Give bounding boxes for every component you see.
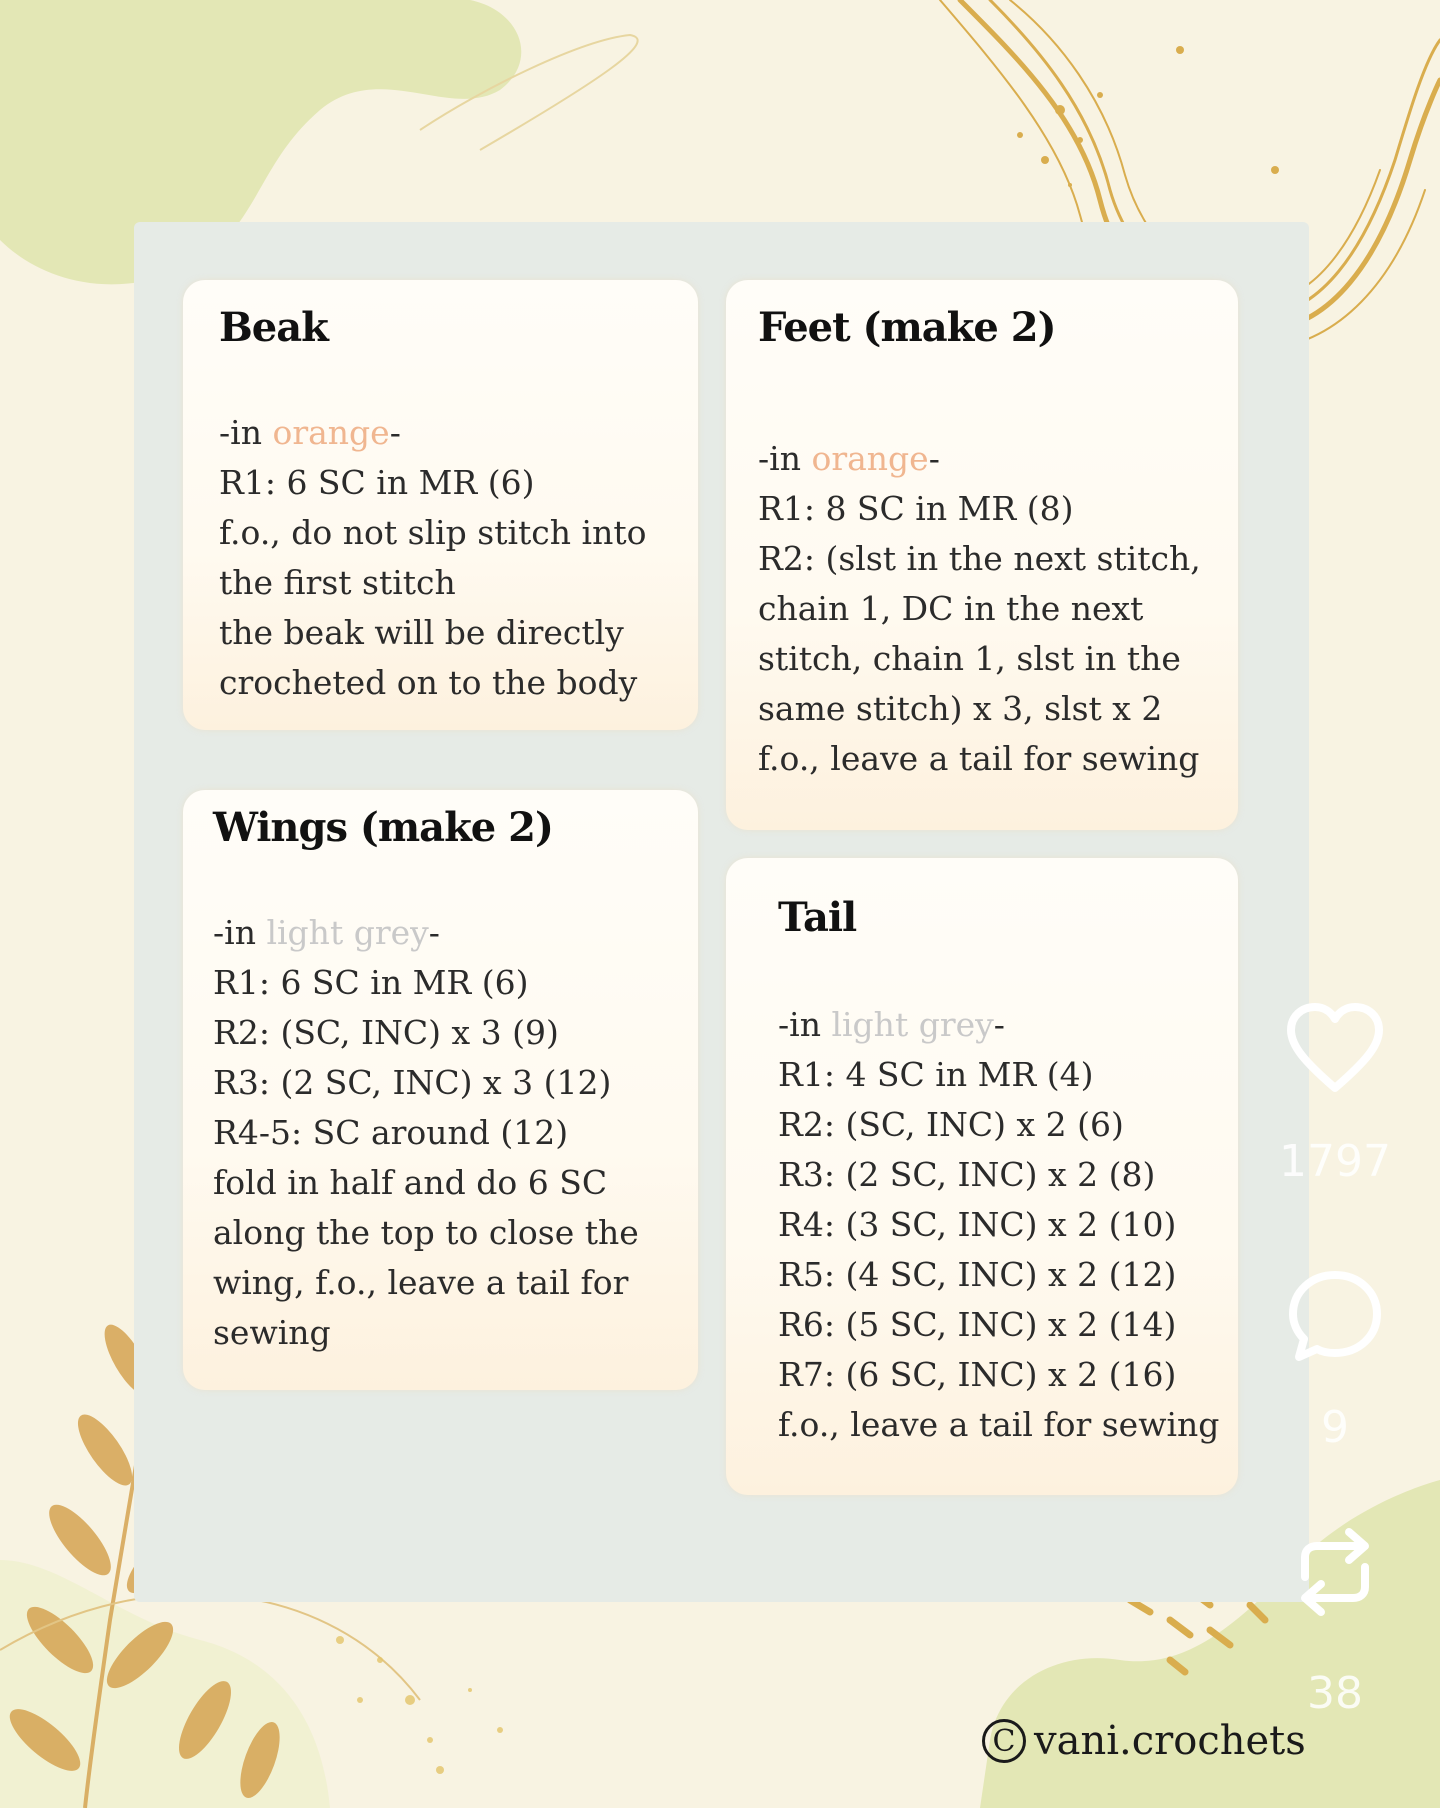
beak-line: the beak will be directly [219,613,624,652]
heart-icon[interactable] [1285,1000,1385,1100]
repost-icon[interactable] [1285,1522,1385,1622]
tail-color-line: -in light grey- [778,1005,1005,1044]
feet-line: same stitch) x 3, slst x 2 [758,689,1163,728]
beak-instructions [219,408,646,708]
beak-card [183,280,698,730]
tail-title: Tail [778,894,857,941]
wings-color-name: light grey [266,913,429,952]
feet-title: Feet (make 2) [758,304,1056,351]
comment-icon[interactable] [1285,1265,1385,1365]
credit-handle: vani.crochets [1034,1718,1306,1764]
feet-color-line: -in orange- [758,439,940,478]
tail-line: R4: (3 SC, INC) x 2 (10) [778,1205,1177,1244]
wings-line: fold in half and do 6 SC [213,1163,608,1202]
comments-count: 9 [1321,1402,1349,1453]
gold-speckles [1017,46,1279,187]
reposts-count: 38 [1307,1668,1363,1719]
wings-line: along the top to close the [213,1213,639,1252]
wings-line: sewing [213,1313,331,1352]
tail-card [726,858,1238,1495]
beak-color-name: orange [272,413,390,452]
tail-line: R1: 4 SC in MR (4) [778,1055,1094,1094]
beak-color-line: -in orange- [219,413,401,452]
tail-color-name: light grey [831,1005,994,1044]
wings-color-line: -in light grey- [213,913,440,952]
feet-line: chain 1, DC in the next [758,589,1144,628]
wings-line: R2: (SC, INC) x 3 (9) [213,1013,559,1052]
beak-line: f.o., do not slip stitch into [219,513,647,552]
tail-line: R7: (6 SC, INC) x 2 (16) [778,1355,1177,1394]
wings-line: R3: (2 SC, INC) x 3 (12) [213,1063,612,1102]
tail-line: R3: (2 SC, INC) x 2 (8) [778,1155,1156,1194]
wings-instructions [213,908,639,1358]
tail-line: f.o., leave a tail for sewing [778,1405,1220,1444]
feet-line: R2: (slst in the next stitch, [758,539,1201,578]
tail-instructions [778,1000,1219,1450]
beak-line: the first stitch [219,563,456,602]
likes-count: 1797 [1279,1136,1391,1187]
beak-line: R1: 6 SC in MR (6) [219,463,535,502]
beak-line: crocheted on to the body [219,663,638,702]
feet-color-name: orange [811,439,929,478]
feet-card [726,280,1238,830]
tail-line: R2: (SC, INC) x 2 (6) [778,1105,1124,1144]
wings-line: R4-5: SC around (12) [213,1113,569,1152]
tail-line: R5: (4 SC, INC) x 2 (12) [778,1255,1177,1294]
gold-speckles-bottom [336,1636,503,1774]
wings-line: R1: 6 SC in MR (6) [213,963,529,1002]
feet-line: R1: 8 SC in MR (8) [758,489,1074,528]
wings-card [183,790,698,1390]
tail-line: R6: (5 SC, INC) x 2 (14) [778,1305,1177,1344]
beak-title: Beak [219,304,328,351]
wings-line: wing, f.o., leave a tail for [213,1263,629,1302]
copyright-icon: C [982,1719,1026,1763]
feet-instructions [758,434,1201,784]
wings-title: Wings (make 2) [213,804,553,851]
feet-line: f.o., leave a tail for sewing [758,739,1200,778]
feet-line: stitch, chain 1, slst in the [758,639,1181,678]
credit-watermark [982,1718,1306,1764]
